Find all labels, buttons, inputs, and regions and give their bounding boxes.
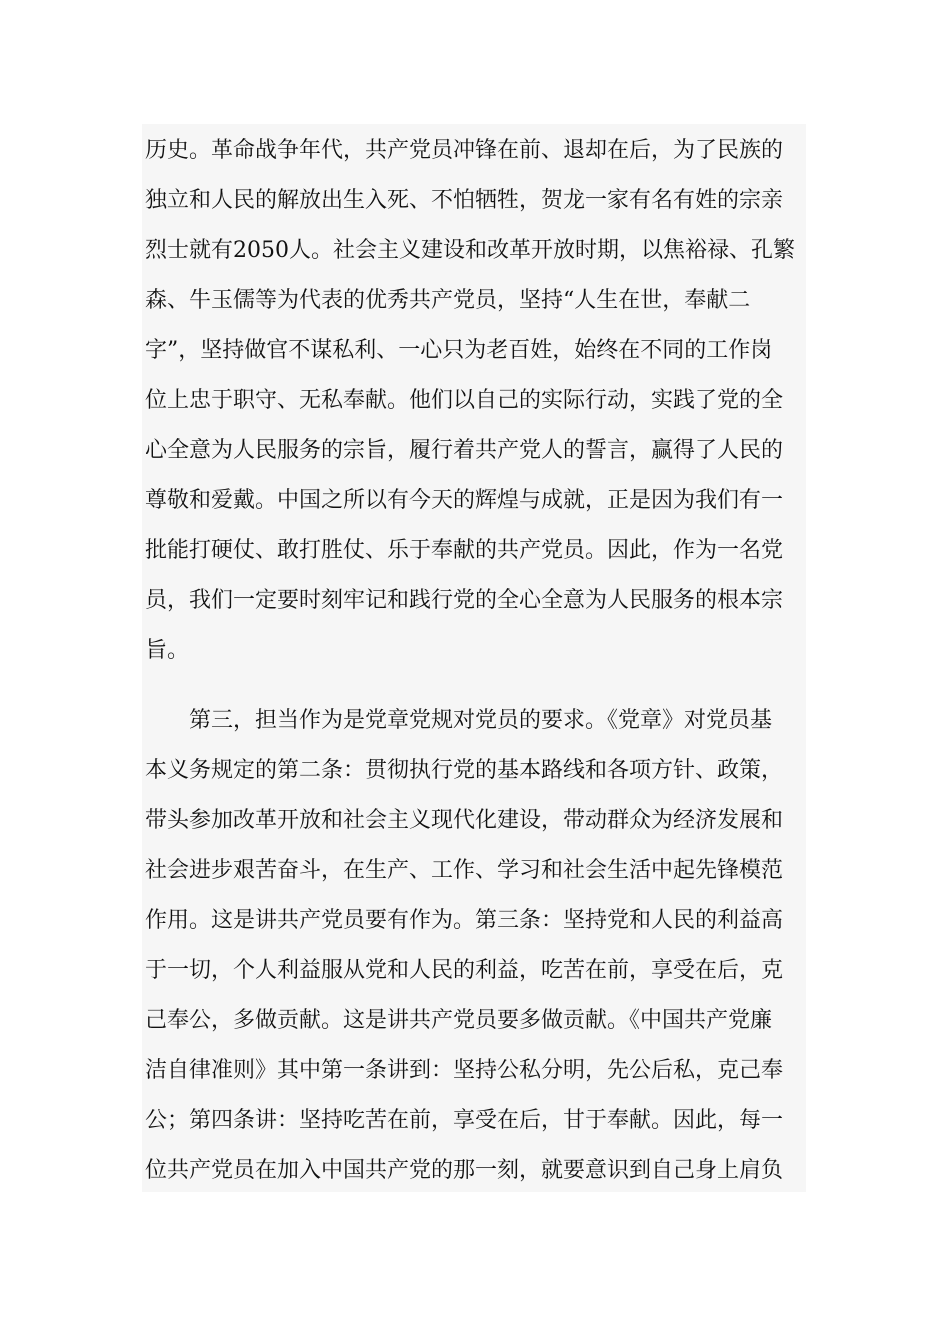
text-line-19: 洁自律准则》其中第一条讲到：坚持公私分明，先公后私，克己奉 — [145, 1058, 784, 1083]
text-line-20: 公；第四条讲：坚持吃苦在前，享受在后，甘于奉献。因此，每一 — [145, 1108, 784, 1133]
text-line-14: 带头参加改革开放和社会主义现代化建设，带动群众为经济发展和 — [145, 808, 784, 833]
text-line-11: 旨。 — [145, 638, 190, 663]
text-line-2: 独立和人民的解放出生入死、不怕牺牲，贺龙一家有名有姓的宗亲 — [145, 188, 784, 213]
text-line-13: 本义务规定的第二条：贯彻执行党的基本路线和各项方针、政策， — [145, 758, 784, 783]
text-line-12: 第三，担当作为是党章党规对党员的要求。《党章》对党员基 — [145, 708, 773, 733]
text-line-6: 位上忠于职守、无私奉献。他们以自己的实际行动，实践了党的全 — [145, 388, 784, 413]
text-line-17: 于一切，个人利益服从党和人民的利益，吃苦在前，享受在后，克 — [145, 958, 784, 983]
text-line-4: 森、牛玉儒等为代表的优秀共产党员，坚持“人生在世，奉献二 — [145, 288, 751, 313]
text-line-1: 历史。革命战争年代，共产党员冲锋在前、退却在后，为了民族的 — [145, 138, 784, 163]
text-line-16: 作用。这是讲共产党员要有作为。第三条：坚持党和人民的利益高 — [145, 908, 784, 933]
text-line-7: 心全意为人民服务的宗旨，履行着共产党人的誓言，赢得了人民的 — [145, 438, 784, 463]
text-line-18: 己奉公，多做贡献。这是讲共产党员要多做贡献。《中国共产党廉 — [145, 1008, 773, 1033]
text-line-3: 烈士就有2050人。社会主义建设和改革开放时期，以焦裕禄、孔繁 — [145, 238, 795, 263]
text-line-9: 批能打硬仗、敢打胜仗、乐于奉献的共产党员。因此，作为一名党 — [145, 538, 784, 563]
text-line-15: 社会进步艰苦奋斗，在生产、工作、学习和社会生活中起先锋模范 — [145, 858, 784, 883]
text-line-10: 员，我们一定要时刻牢记和践行党的全心全意为人民服务的根本宗 — [145, 588, 784, 613]
text-line-5: 字”，坚持做官不谋私利、一心只为老百姓，始终在不同的工作岗 — [145, 338, 773, 363]
text-line-8: 尊敬和爱戴。中国之所以有今天的辉煌与成就，正是因为我们有一 — [145, 488, 784, 513]
text-line-21: 位共产党员在加入中国共产党的那一刻，就要意识到自己身上肩负 — [145, 1158, 784, 1183]
